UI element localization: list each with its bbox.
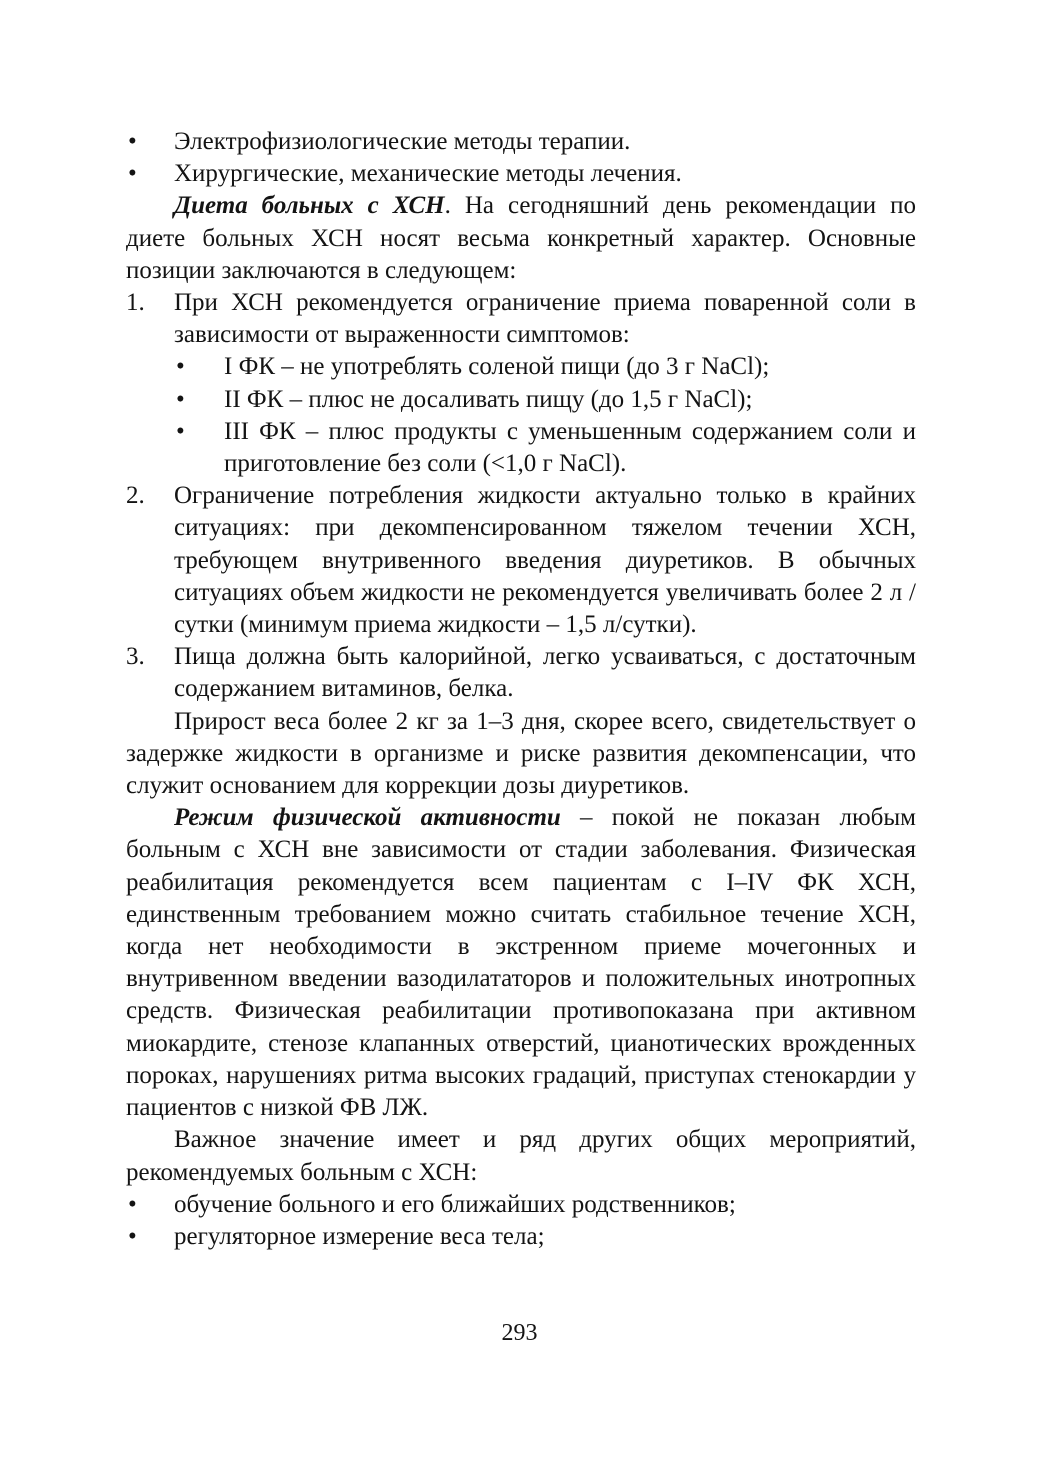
list-item [126, 1221, 916, 1253]
weight-paragraph: Прирост веса более 2 кг за 1–3 дня, скорее всего, свидетельствует о задержке жидкости в организме и риске развития декомпенсации, что служит основанием для коррекции дозы диуретиков. [126, 707, 916, 800]
diet-paragraph [126, 190, 916, 287]
bullet-marker: • [176, 417, 185, 445]
list-item [126, 158, 916, 190]
measures-paragraph: Важное значение имеет и ряд других общих мероприятий, рекомендуемых больным с ХСН: [126, 1126, 916, 1186]
bullet-marker: • [128, 160, 137, 188]
item-number: 2. [126, 482, 145, 510]
list-item-text: Хирургические, механические методы лечения. [174, 160, 682, 188]
bullet-marker: • [128, 128, 137, 155]
diet-text: . На сегодняшний день рекомендации по диете больных ХСН носят весьма конкретный характер. Основные позиции заключаются в следующем: [126, 192, 917, 284]
list-item-text: Электрофизиологические методы терапии. [174, 128, 631, 155]
page-content [126, 126, 916, 1253]
sub-list-item-text: I ФК – не употреблять соленой пищи (до 3 г NaCl); [224, 353, 770, 381]
numbered-item-text: Ограничение потребления жидкости актуально только в крайних ситуациях: при декомпенсированном тяжелом течении ХСН, требующем внутривенного введения диуретиков. В обычных ситуациях объем жидкости не рекомендуется увеличивать более 2 л / сутки (минимум приема жидкости – 1,5 л/сутки). [174, 482, 916, 639]
numbered-item [126, 641, 916, 705]
bullet-marker: • [176, 353, 185, 381]
page-number: 293 [501, 1320, 538, 1346]
activity-text: – покой не показан любым больным с ХСН вне зависимости от стадии заболевания. Физическая реабилитация рекомендуется всем пациентам с I–IV ФК ХСН, единственным требованием можно считать стабильное течение ХСН, когда нет необходимости в экстренном приеме мочегонных и внутривенном введении вазодилататоров и положительных инотропных средств. Физическая реабилитации противопоказана при активном миокардите, стенозе клапанных отверстий, цианотических врожденных пороках, нарушениях ритма высоких градаций, приступах стенокардии у пациентов с низкой ФВ ЛЖ. [126, 804, 916, 1122]
bullet-marker: • [176, 385, 185, 413]
diet-heading: Диета больных с ХСН [174, 192, 445, 220]
numbered-item-text: Пища должна быть калорийной, легко усваиваться, с достаточным содержанием витаминов, белка. [174, 643, 916, 703]
sub-list-item [126, 384, 916, 416]
item-number: 1. [126, 289, 145, 317]
sub-list-item-text: II ФК – плюс не досаливать пищу (до 1,5 г NaCl); [224, 385, 753, 413]
sub-list-item [126, 416, 916, 480]
numbered-item-text: При ХСН рекомендуется ограничение приема поваренной соли в зависимости от выраженности симптомов: [174, 289, 916, 349]
sub-list-item [126, 351, 916, 383]
item-number: 3. [126, 643, 145, 671]
numbered-item [126, 287, 916, 351]
activity-paragraph [126, 802, 916, 1124]
list-item [126, 126, 916, 158]
bullet-marker: • [128, 1190, 137, 1218]
bullet-marker: • [128, 1222, 137, 1250]
sub-list-item-text: III ФК – плюс продукты с уменьшенным содержанием соли и приготовление без соли (<1,0 г NaCl). [224, 417, 916, 478]
list-item [126, 1189, 916, 1221]
activity-heading: Режим физической активности [174, 804, 561, 832]
list-item-text: обучение больного и его ближайших родственников; [174, 1190, 736, 1218]
list-item-text: регуляторное измерение веса тела; [174, 1222, 545, 1250]
numbered-item [126, 480, 916, 641]
